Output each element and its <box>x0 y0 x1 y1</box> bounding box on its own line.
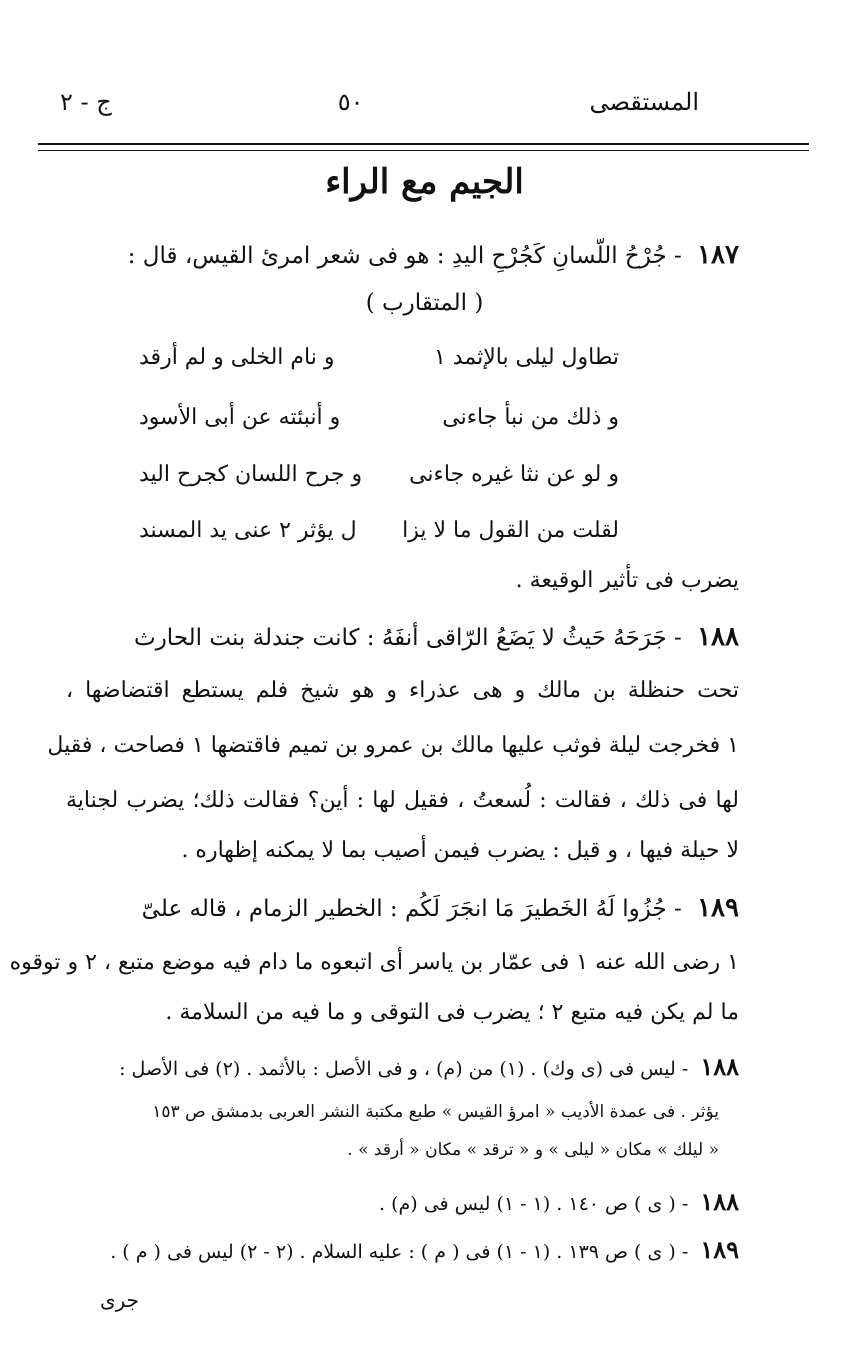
verse-2 <box>139 405 619 441</box>
entry-text-line: تحت حنظلة بن مالك و هى عذراء و هو شيخ فلم يستطع اقتضاضها ، <box>66 678 739 703</box>
header-rule-thin <box>38 150 809 151</box>
verse-3 <box>139 462 619 498</box>
header-rule-thick <box>38 143 809 145</box>
footnote-continuation: يؤثر . فى عمدة الأديب « امرؤ القيس » طبع مكتبة النشر العربى بدمشق ص ١٥٣ <box>152 1102 719 1122</box>
entry-187-heading: ١٨٧ - جُرْحُ اللّسانِ كَجُرْحِ اليدِ : هو فى شعر امرئ القيس، قال : <box>127 240 739 270</box>
footnote-text: - ليس فى (ى وك) . (١) من (م) ، و فى الأصل : بالأثمد . (٢) فى الأصل : <box>119 1058 689 1080</box>
verse-first-hemistich: و ذلك من نبأ جاءنى <box>442 405 619 430</box>
footnote-number: ١٨٩ <box>700 1235 739 1264</box>
footnote <box>66 1052 739 1081</box>
footnote-number: ١٨٨ <box>700 1052 739 1081</box>
verse-second-hemistich: ل يؤثر ٢ عنى يد المسند <box>139 518 357 543</box>
footnote <box>66 1187 739 1216</box>
footnote <box>66 1235 739 1264</box>
entry-text: : كانت جندلة بنت الحارث <box>134 625 375 651</box>
verse-first-hemistich: لقلت من القول ما لا يزا <box>402 518 619 543</box>
entry-number: ١٨٨ <box>697 622 739 652</box>
footnote-number: ١٨٨ <box>700 1187 739 1216</box>
entry-headword: جُزُوا لَهُ الخَطيرَ مَا انجَرَ لَكُم <box>404 896 667 922</box>
entry-text-line: ما لم يكن فيه متبع ٢ ؛ يضرب فى التوقى و ما فيه من السلامة . <box>165 1000 739 1025</box>
entry-headword: جُرْحُ اللّسانِ كَجُرْحِ اليدِ <box>451 243 667 269</box>
entry-text: : الخطير الزمام ، قاله علىّ <box>141 896 398 922</box>
catchword: جرى <box>99 1288 139 1312</box>
footnote-text: - ( ى ) ص ١٣٩ . (١ - ١) فى ( م ) : عليه السلام . (٢ - ٢) ليس فى ( م ) . <box>110 1241 689 1263</box>
entry-text-line: ١ فخرجت ليلة فوثب عليها مالك بن عمرو بن تميم فاقتضها ١ فصاحت ، فقيل <box>47 733 739 758</box>
entry-text-line: لها فى ذلك ، فقالت : لُسعتُ ، فقيل لها : أين؟ فقالت ذلك؛ يضرب لجناية <box>66 788 739 813</box>
footnote-continuation: « ليلك » مكان « ليلى » و « ترقد » مكان « أرقد » . <box>347 1140 719 1160</box>
entry-text-line: ١ رضى الله عنه ١ فى عمّار بن ياسر أى اتبعوه ما دام فيه موضع متبع ، ٢ و توقوه <box>9 950 739 975</box>
section-title: الجيم مع الراء <box>325 162 524 202</box>
entry-188-heading: ١٨٨ - جَرَحَهُ حَيثُ لا يَضَعُ الرّاقى أنفَهُ : كانت جندلة بنت الحارث <box>134 622 739 652</box>
entry-usage: يضرب فى تأثير الوقيعة . <box>515 568 739 593</box>
book-title: المستقصى <box>589 88 699 116</box>
verse-second-hemistich: و نام الخلى و لم أرقد <box>139 345 335 370</box>
entry-number: ١٨٩ <box>697 893 739 923</box>
entry-intro: : هو فى شعر امرئ القيس، قال : <box>127 243 445 269</box>
verse-4 <box>139 518 619 554</box>
meter-label: ( المتقارب ) <box>365 290 484 316</box>
verse-first-hemistich: و لو عن نثا غيره جاءنى <box>409 462 619 487</box>
entry-headword: جَرَحَهُ حَيثُ لا يَضَعُ الرّاقى أنفَهُ <box>381 625 667 651</box>
page-number: ٥٠ <box>337 88 364 116</box>
verse-first-hemistich: تطاول ليلى بالإثمد ١ <box>433 345 619 370</box>
verse-1 <box>139 345 619 381</box>
page-header <box>60 82 699 122</box>
verse-second-hemistich: و أنبئته عن أبى الأسود <box>139 405 341 430</box>
entry-189-heading: ١٨٩ - جُزُوا لَهُ الخَطيرَ مَا انجَرَ لَكُم : الخطير الزمام ، قاله علىّ <box>141 893 739 923</box>
footnote-text: - ( ى ) ص ١٤٠ . (١ - ١) ليس فى (م) . <box>379 1193 689 1215</box>
volume-label: ج - ٢ <box>60 88 112 116</box>
entry-text-line: لا حيلة فيها ، و قيل : يضرب فيمن أصيب بما لا يمكنه إظهاره . <box>181 838 739 863</box>
verse-second-hemistich: و جرح اللسان كجرح اليد <box>139 462 363 487</box>
entry-number: ١٨٧ <box>697 240 739 270</box>
